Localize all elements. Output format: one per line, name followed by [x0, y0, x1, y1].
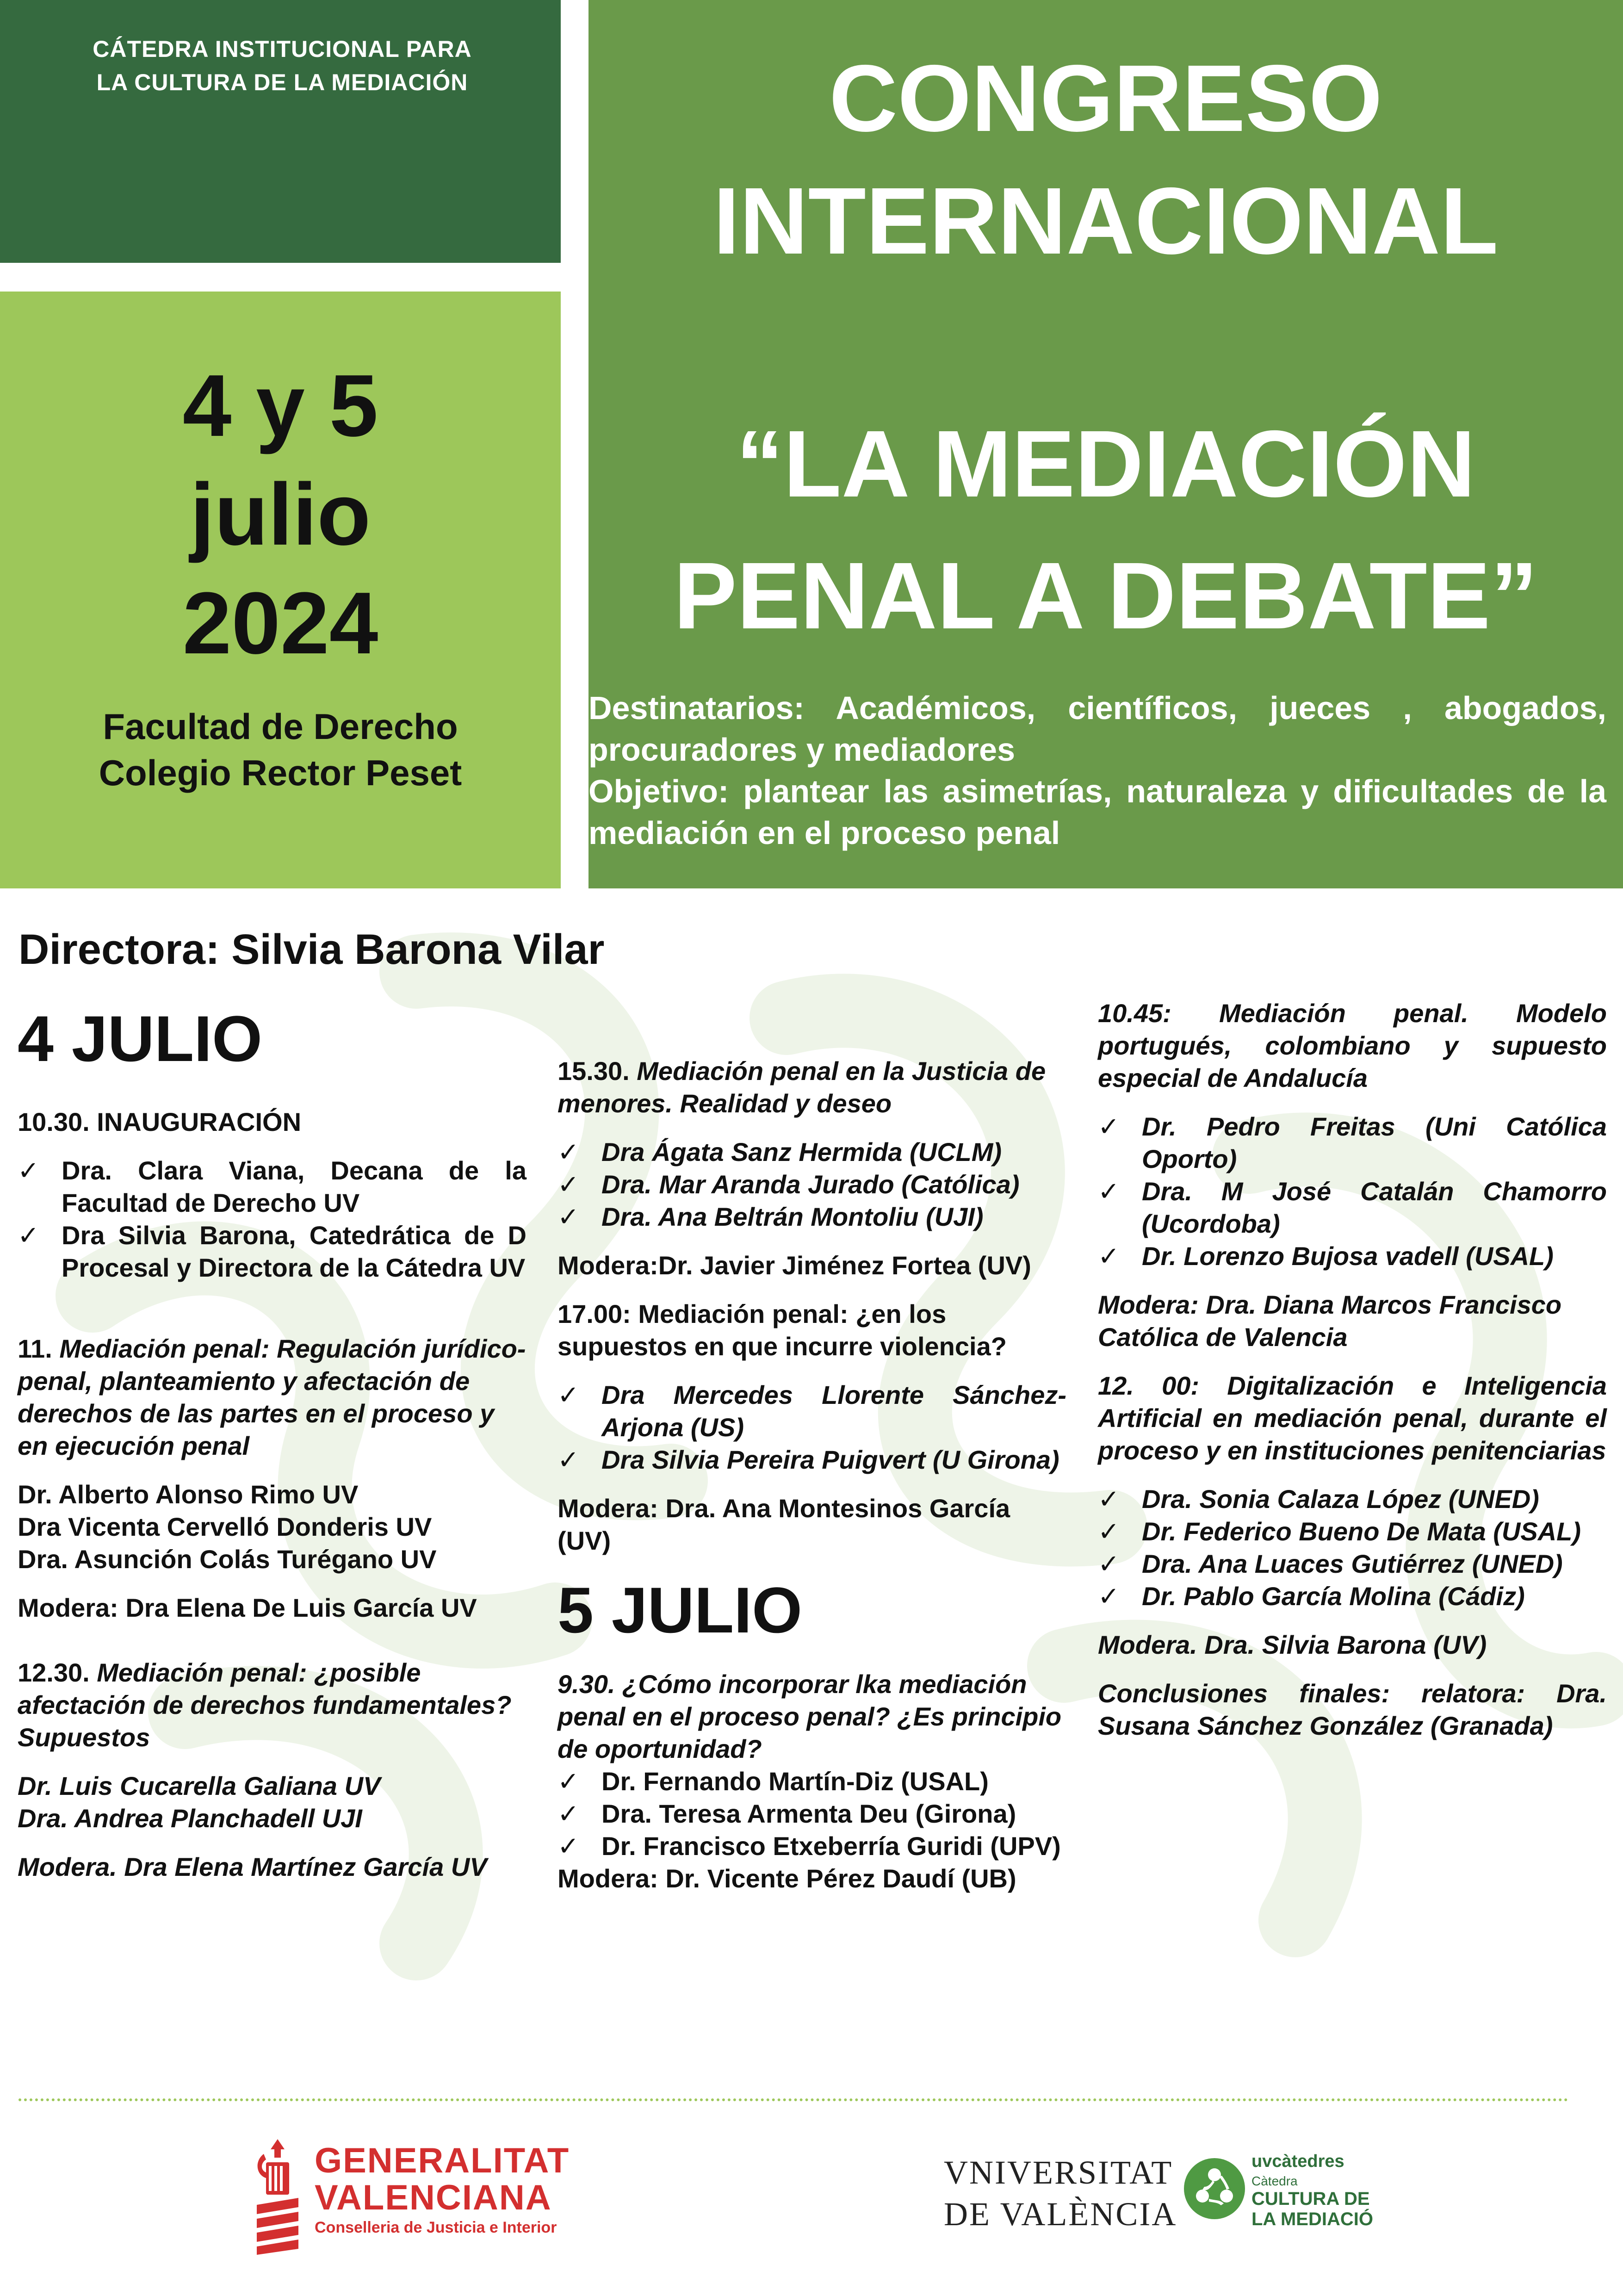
session-heading: 12. 00: Digitalización e Inteligencia Artificial en mediación penal, durante el proceso y en instituciones penitenciarias [1098, 1371, 1607, 1465]
universitat-name-line2: DE VALÈNCIA [944, 2196, 1177, 2233]
speaker-list [1098, 1483, 1607, 1613]
objetivo: Objetivo: plantear las asimetrías, naturaleza y dificultades de la mediación en el proceso penal [588, 773, 1606, 851]
day-title: 4 JULIO [18, 1002, 263, 1075]
list-item: ✓ Dra. Ana Beltrán Montoliu (UJI) [558, 1201, 1066, 1233]
moderator: Modera: Dra. Diana Marcos Francisco Católica de Valencia [1098, 1290, 1562, 1352]
list-item: ✓ Dra. Sonia Calaza López (UNED) [1098, 1483, 1607, 1515]
speaker: Dra. Asunción Colás Turégano UV [18, 1545, 437, 1574]
check-icon: ✓ [558, 1767, 579, 1796]
closing-remarks: Conclusiones finales: relatora: Dra. Susana Sánchez González (Granada) [1098, 1679, 1607, 1740]
moderator: Modera. Dra Elena Martínez García UV [18, 1852, 487, 1881]
session-heading: 9.30. ¿Cómo incorporar lka mediación penal en el proceso penal? ¿Es principio de oportunidad? [558, 1669, 1062, 1763]
universitat-logo [944, 2152, 1203, 2244]
list-item: ✓ Dra Ágata Sanz Hermida (UCLM) [558, 1136, 1066, 1168]
list-item: ✓ Dr. Pedro Freitas (Uni Católica Oporto) [1098, 1111, 1607, 1175]
check-icon: ✓ [1098, 1549, 1120, 1578]
day-title: 5 JULIO [558, 1574, 803, 1646]
directora: Directora: Silvia Barona Vilar [19, 926, 605, 973]
congress-info [588, 687, 1606, 854]
list-item: ✓ Dra Silvia Pereira Puigvert (U Girona) [558, 1444, 1066, 1476]
list-item: ✓ Dra Silvia Barona, Catedrática de D Procesal y Directora de la Cátedra UV [18, 1219, 527, 1284]
dates-block [0, 292, 561, 888]
list-item: ✓ Dra Mercedes Llorente Sánchez-Arjona (US) [558, 1379, 1066, 1444]
congress-subtitle: “LA MEDIACIÓN PENAL A DEBATE” [674, 411, 1538, 649]
check-icon: ✓ [1098, 1582, 1120, 1611]
page-title: CONGRESO INTERNACIONAL [713, 45, 1499, 274]
conselleria-name: Conselleria de Justicia e Interior [315, 2219, 557, 2236]
list-item: ✓ Dra. Ana Luaces Gutiérrez (UNED) [1098, 1548, 1607, 1580]
speaker-list [558, 1136, 1066, 1233]
session-time: 10.30. INAUGURACIÓN [18, 1107, 302, 1136]
list-item: ✓ Dr. Fernando Martín-Diz (USAL) [558, 1765, 1066, 1798]
program-column-1 [18, 999, 527, 1883]
destinatarios: Destinatarios: Académicos, científicos, jueces , abogados, procuradores y mediadores [588, 690, 1606, 768]
speaker: Dr. Luis Cucarella Galiana UV [18, 1771, 381, 1800]
moderator: Modera. Dra. Silvia Barona (UV) [1098, 1630, 1487, 1659]
session-heading: 11. Mediación penal: Regulación jurídico-penal, planteamiento y afectación de derechos de las partes en el proceso y en ejecución penal [18, 1334, 526, 1460]
generalitat-name: GENERALITAT VALENCIANA [315, 2141, 570, 2217]
speaker-list [1098, 1111, 1607, 1272]
check-icon: ✓ [1098, 1112, 1120, 1141]
check-icon: ✓ [558, 1170, 579, 1199]
session-heading: 17.00: Mediación penal: ¿en los supuestos en que incurre violencia? [558, 1299, 1007, 1361]
speaker-list [18, 1154, 527, 1284]
catedra-brand: uvcàtedres [1251, 2152, 1344, 2171]
session-heading: 10.45: Mediación penal. Modelo portugués, colombiano y supuesto especial de Andalucía [1098, 999, 1607, 1092]
moderator: Modera: Dr. Vicente Pérez Daudí (UB) [558, 1864, 1016, 1893]
check-icon: ✓ [1098, 1177, 1120, 1206]
catedra-title: CULTURA DE LA MEDIACIÓ [1251, 2189, 1373, 2229]
generalitat-logo [252, 2135, 622, 2256]
congreso-block [588, 0, 1623, 888]
session-heading: 12.30. Mediación penal: ¿posible afectación de derechos fundamentales? Supuestos [18, 1658, 512, 1752]
list-item: ✓ Dr. Lorenzo Bujosa vadell (USAL) [1098, 1240, 1607, 1272]
speaker: Dr. Alberto Alonso Rimo UV [18, 1480, 359, 1509]
catedra-block [0, 0, 561, 263]
list-item: ✓ Dra. M José Catalán Chamorro (Ucordoba) [1098, 1175, 1607, 1240]
footer-divider [19, 2098, 1568, 2101]
check-icon: ✓ [558, 1202, 579, 1231]
moderator: Modera: Dra Elena De Luis García UV [18, 1593, 477, 1622]
event-dates: 4 y 5 julio 2024 [182, 357, 378, 672]
catedra-logo [1182, 2133, 1376, 2244]
check-icon: ✓ [558, 1445, 579, 1474]
check-icon: ✓ [18, 1221, 39, 1250]
check-icon: ✓ [558, 1831, 579, 1861]
moderator: Modera:Dr. Javier Jiménez Fortea (UV) [558, 1251, 1031, 1280]
check-icon: ✓ [18, 1156, 39, 1185]
session-heading: 15.30. Mediación penal en la Justicia de menores. Realidad y deseo [558, 1056, 1046, 1118]
list-item: ✓ Dr. Federico Bueno De Mata (USAL) [1098, 1515, 1607, 1548]
list-item: ✓ Dra. Mar Aranda Jurado (Católica) [558, 1168, 1066, 1201]
check-icon: ✓ [1098, 1517, 1120, 1546]
moderator: Modera: Dra. Ana Montesinos García (UV) [558, 1494, 1010, 1555]
check-icon: ✓ [558, 1137, 579, 1167]
check-icon: ✓ [1098, 1241, 1120, 1271]
catedra-label: Càtedra [1251, 2174, 1298, 2188]
catedra-name: CÁTEDRA INSTITUCIONAL PARA LA CULTURA DE LA MEDIACIÓN [93, 36, 472, 95]
venue: Facultad de Derecho Colegio Rector Peset [99, 706, 462, 793]
speaker: Dra Vicenta Cervelló Donderis UV [18, 1512, 432, 1541]
list-item: ✓ Dr. Francisco Etxeberría Guridi (UPV) [558, 1830, 1066, 1862]
program-column-3 [1098, 997, 1607, 1742]
catedra-triskel-icon [1182, 2156, 1247, 2221]
check-icon: ✓ [1098, 1484, 1120, 1514]
speaker: Dra. Andrea Planchadell UJI [18, 1804, 362, 1833]
check-icon: ✓ [558, 1799, 579, 1828]
universitat-name-line1: VNIVERSITAT [944, 2154, 1173, 2191]
speaker-list [558, 1379, 1066, 1476]
list-item: ✓ Dr. Pablo García Molina (Cádiz) [1098, 1580, 1607, 1613]
generalitat-crest-icon [252, 2135, 303, 2256]
program-column-2 [558, 1055, 1066, 1895]
check-icon: ✓ [558, 1380, 579, 1409]
list-item: ✓ Dra. Teresa Armenta Deu (Girona) [558, 1798, 1066, 1830]
speaker-list [558, 1765, 1066, 1862]
list-item: ✓ Dra. Clara Viana, Decana de la Facultad de Derecho UV [18, 1154, 527, 1219]
